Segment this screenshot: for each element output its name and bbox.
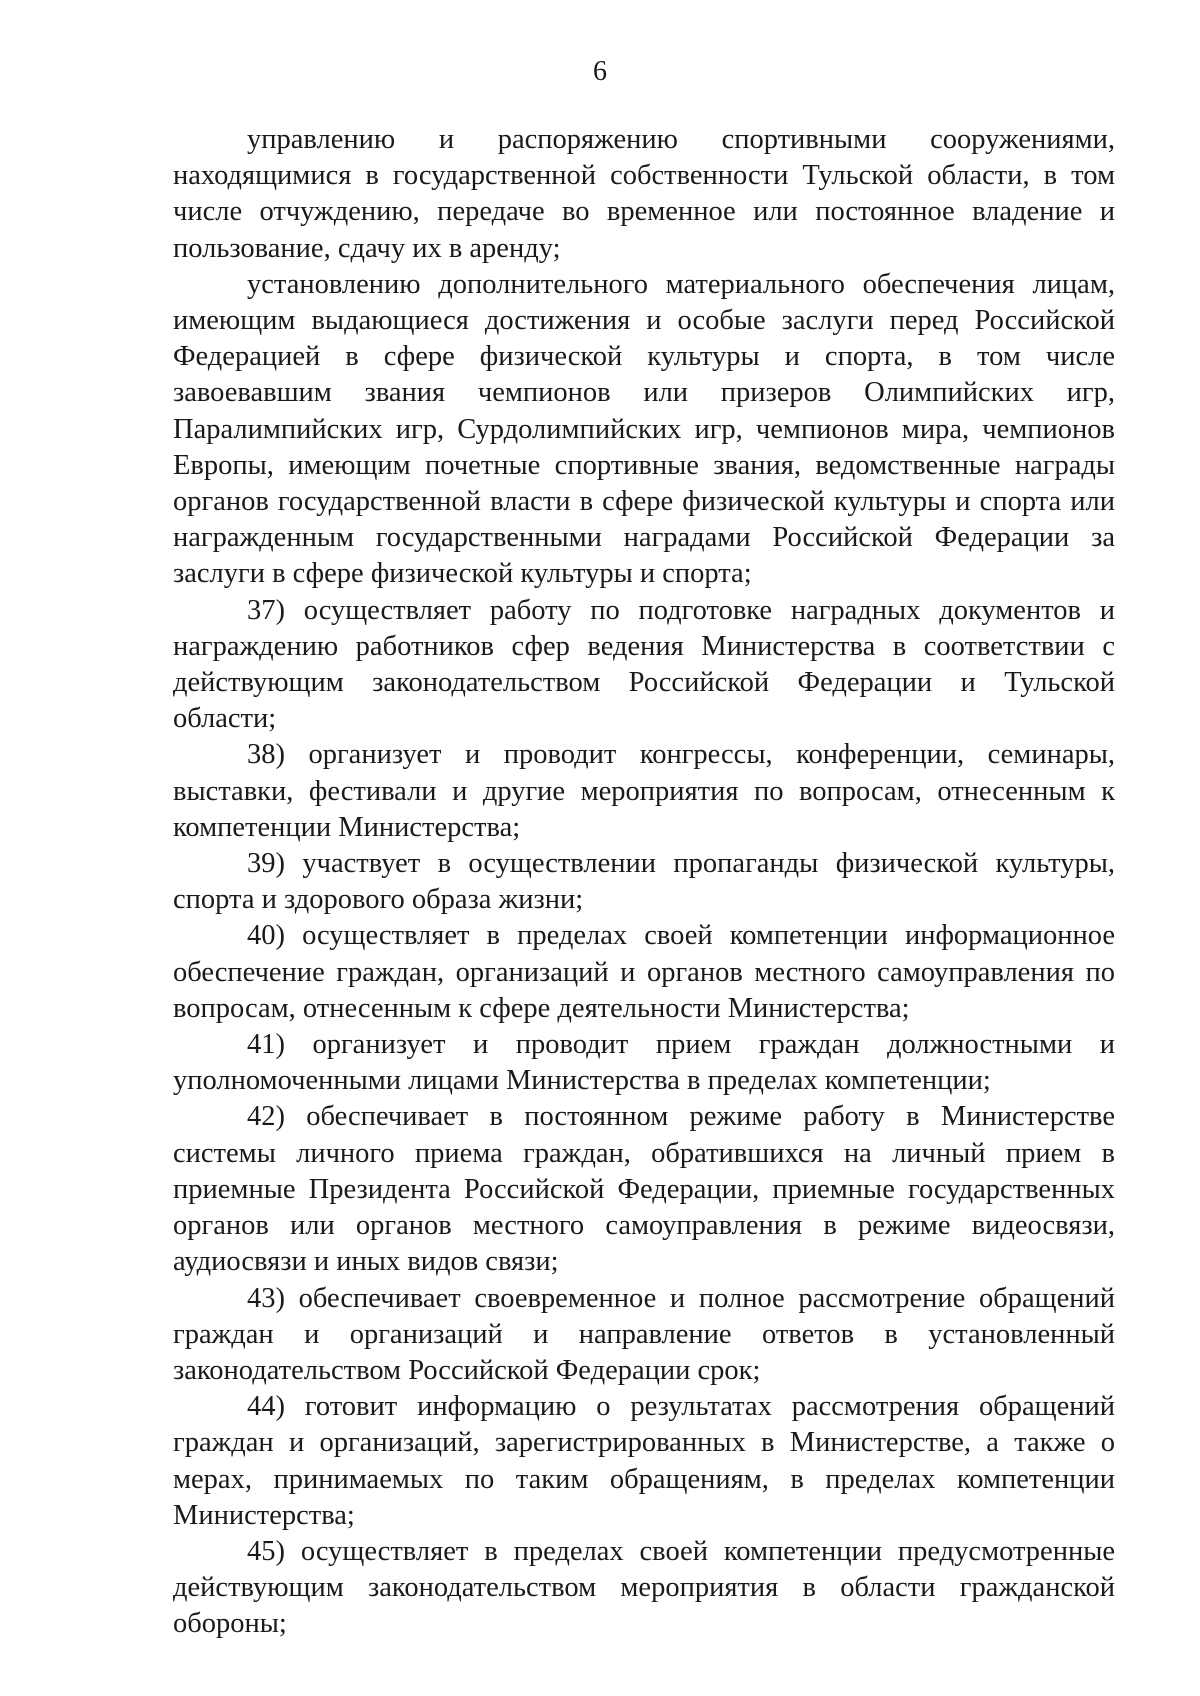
paragraph-item-45: 45) осуществляет в пределах своей компетенции предусмотренные действующим законодательством мероприятия в области гражданской обороны; xyxy=(173,1535,1115,1640)
paragraph-sports-facilities: управлению и распоряжению спортивными сооружениями, находящимися в государственной собственности Тульской области, в том числе отчуждению, передаче во временное или постоянное владение и пользование, сдачу их в аренду; xyxy=(173,124,1115,264)
paragraph-item-39: 39) участвует в осуществлении пропаганды физической культуры, спорта и здорового образа жизни; xyxy=(173,848,1115,916)
paragraph-item-41: 41) организует и проводит прием граждан должностными и уполномоченными лицами Министерства в пределах компетенции; xyxy=(173,1029,1115,1097)
paragraph-item-37: 37) осуществляет работу по подготовке наградных документов и награждению работников сфер ведения Министерства в соответствии с действующим законодательством Российской Федерации и Тульской области; xyxy=(173,594,1115,735)
paragraph-item-44: 44) готовит информацию о результатах рассмотрения обращений граждан и организаций, зарегистрированных в Министерстве, а также о мерах, принимаемых по таким обращениям, в пределах компетенции Министерства; xyxy=(173,1391,1115,1531)
paragraph-item-38: 38) организует и проводит конгрессы, конференции, семинары, выставки, фестивали и другие мероприятия по вопросам, отнесенным к компетенции Министерства; xyxy=(173,739,1115,843)
paragraph-item-42: 42) обеспечивает в постоянном режиме работу в Министерстве системы личного приема граждан, обратившихся на личный прием в приемные Президента Российской Федерации, приемные государственных органов или органов местного самоуправления в режиме видеосвязи, аудиосвязи и иных видов связи; xyxy=(173,1101,1115,1278)
page-number: 6 xyxy=(593,56,607,87)
paragraph-material-support: установлению дополнительного материального обеспечения лицам, имеющим выдающиеся достижения и особые заслуги перед Российской Федерацией в сфере физической культуры и спорта, в том числе завоевавшим звания чемпионов или призеров Олимпийских игр, Паралимпийских игр, Сурдолимпийских игр, чемпионов мира, чемпионов Европы, имеющим почетные спортивные звания, ведомственные награды органов государственной власти в сфере физической культуры и спорта или награжденным государственными наградами Российской Федерации за заслуги в сфере физической культуры и спорта; xyxy=(173,268,1115,590)
document-body xyxy=(173,122,1115,1643)
paragraph-item-43: 43) обеспечивает своевременное и полное рассмотрение обращений граждан и организаций и направление ответов в установленный законодательством Российской Федерации срок; xyxy=(173,1282,1115,1386)
paragraph-item-40: 40) осуществляет в пределах своей компетенции информационное обеспечение граждан, организаций и органов местного самоуправления по вопросам, отнесенным к сфере деятельности Министерства; xyxy=(173,920,1115,1024)
